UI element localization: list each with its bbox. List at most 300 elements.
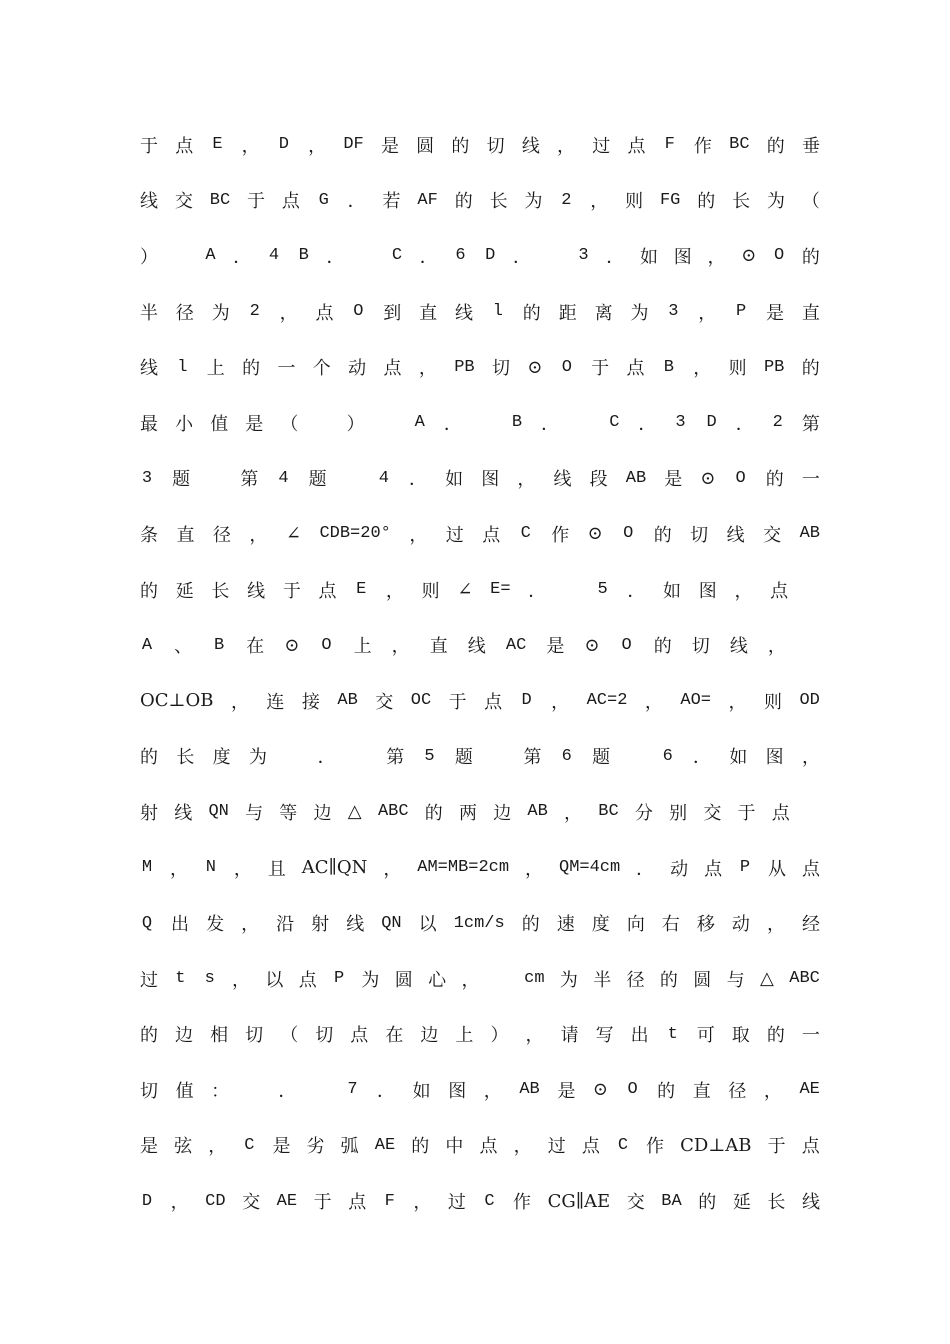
text-token: 直: [692, 1080, 711, 1102]
text-line: [140, 840, 820, 896]
text-token: D: [521, 691, 532, 711]
text-token: P: [333, 969, 345, 989]
text-token: ，: [801, 747, 820, 769]
text-token: ．: [347, 191, 366, 213]
text-token: 为: [559, 969, 578, 991]
text-token: 的: [522, 302, 541, 324]
text-token: 点: [484, 691, 503, 713]
text-token: ，: [413, 1192, 432, 1214]
text-token: 切: [690, 524, 709, 546]
text-token: AE: [374, 1135, 396, 1155]
text-token: 长: [767, 1192, 786, 1214]
text-token: cm: [524, 969, 545, 989]
text-token: 出: [171, 914, 190, 936]
text-token: 3: [675, 413, 686, 433]
text-token: 一: [801, 1025, 820, 1047]
text-token: 于: [282, 580, 301, 602]
text-token: CD⊥AB: [680, 1134, 752, 1156]
text-line: [140, 729, 820, 785]
text-token: 右: [661, 914, 680, 936]
text-token: QN: [381, 913, 402, 933]
text-token: 题: [172, 469, 191, 491]
text-token: 长: [732, 191, 751, 213]
text-token: ，: [249, 524, 268, 546]
text-token: ，: [383, 858, 402, 880]
document-text: [140, 117, 820, 1229]
text-token: t: [175, 969, 186, 989]
text-token: AB: [527, 802, 548, 822]
text-token: 以: [265, 969, 284, 991]
text-token: ，: [208, 1136, 227, 1158]
text-token: 线: [247, 580, 266, 602]
text-token: 切: [492, 358, 510, 380]
text-token: C: [609, 413, 620, 433]
text-token: 动: [731, 914, 750, 936]
text-token: 图: [765, 747, 784, 769]
text-token: AC=2: [586, 691, 628, 711]
text-token: 等: [279, 802, 298, 824]
text-token: 的: [801, 246, 820, 268]
text-token: 弧: [340, 1136, 359, 1158]
text-token: 过: [445, 524, 464, 546]
text-token: （: [280, 1025, 299, 1047]
text-token: ．: [317, 747, 336, 769]
text-token: 为: [248, 747, 267, 769]
text-token: 线: [346, 914, 365, 936]
text-token: （: [801, 191, 820, 213]
text-token: E: [212, 135, 223, 155]
text-token: ⊙: [700, 467, 716, 489]
text-token: 最: [140, 413, 158, 435]
text-token: ）: [346, 413, 365, 435]
text-token: G: [318, 190, 329, 210]
text-token: ．: [693, 747, 711, 769]
text-token: 作: [551, 524, 570, 546]
text-token: 在: [385, 1025, 404, 1047]
text-token: 点: [801, 1136, 820, 1158]
text-token: ．: [377, 1080, 396, 1102]
text-token: ．: [627, 580, 646, 602]
text-token: ⊙: [584, 634, 600, 656]
text-line: [140, 1118, 820, 1174]
text-token: ．: [443, 413, 462, 435]
text-token: 线: [140, 358, 158, 380]
text-token: C: [520, 524, 531, 544]
text-token: 的: [698, 1192, 717, 1214]
text-token: 4: [378, 468, 389, 488]
text-token: 2: [772, 413, 783, 433]
text-token: 直: [801, 302, 820, 324]
text-token: ．: [636, 858, 655, 880]
text-token: 图: [698, 580, 717, 602]
text-token: 个: [312, 358, 331, 380]
text-token: 于: [140, 135, 158, 157]
text-token: 边: [313, 802, 332, 824]
text-token: ，: [241, 135, 260, 157]
text-token: 过: [140, 969, 158, 991]
text-token: OD: [799, 691, 820, 711]
text-token: 点: [479, 1136, 498, 1158]
text-token: 沿: [276, 914, 295, 936]
text-token: ，: [728, 691, 747, 713]
text-token: 点: [770, 580, 789, 602]
text-token: ，: [418, 358, 437, 380]
text-token: 向: [626, 914, 645, 936]
text-token: ，: [169, 858, 188, 880]
text-token: 作: [513, 1192, 531, 1214]
text-token: ，: [308, 135, 327, 157]
text-token: 线: [174, 802, 193, 824]
text-token: 是: [664, 469, 683, 491]
text-token: 交: [703, 802, 722, 824]
text-token: 的: [697, 191, 716, 213]
text-token: 别: [669, 802, 688, 824]
text-token: B: [214, 635, 225, 655]
text-token: 且: [267, 858, 286, 880]
text-token: 第: [386, 747, 405, 769]
text-token: ，: [170, 1192, 189, 1214]
text-token: ⊙: [527, 356, 543, 378]
text-line: [140, 339, 820, 395]
text-token: 于: [737, 802, 756, 824]
text-token: BC: [598, 802, 619, 822]
text-token: 题: [592, 747, 611, 769]
text-token: B: [663, 357, 674, 377]
text-token: 过: [592, 135, 611, 157]
text-token: 圆: [394, 969, 413, 991]
text-token: 第: [240, 469, 259, 491]
text-token: 与: [245, 802, 264, 824]
text-token: 长: [176, 747, 195, 769]
text-token: 度: [591, 914, 610, 936]
text-token: ，: [698, 302, 717, 324]
text-token: 6: [455, 246, 466, 266]
text-token: 点: [281, 191, 300, 213]
text-token: 则: [763, 691, 782, 713]
text-line: [140, 173, 820, 229]
text-token: 距: [558, 302, 577, 324]
text-token: 点: [350, 1025, 369, 1047]
text-token: ∠: [285, 523, 301, 545]
text-token: 第: [523, 747, 542, 769]
text-token: ．: [409, 469, 427, 491]
text-line: [140, 895, 820, 951]
text-token: 上: [455, 1025, 474, 1047]
text-token: ．: [528, 580, 547, 602]
text-token: 经: [801, 914, 820, 936]
text-token: 为: [211, 302, 230, 324]
text-token: 于: [591, 358, 610, 380]
text-token: 弦: [174, 1136, 193, 1158]
text-token: 垂: [801, 135, 820, 157]
text-token: 两: [458, 802, 477, 824]
text-token: ，: [763, 1080, 782, 1102]
text-token: D: [278, 135, 289, 155]
text-token: 切: [140, 1080, 158, 1102]
text-token: P: [736, 302, 747, 322]
text-token: 线: [553, 469, 572, 491]
text-token: ）: [490, 1025, 509, 1047]
text-token: 径: [212, 524, 231, 546]
text-token: ．: [541, 413, 560, 435]
text-token: AM=MB=2cm: [417, 858, 510, 878]
text-line: [140, 1062, 820, 1118]
text-token: 如: [729, 747, 748, 769]
text-token: 值: [175, 1080, 194, 1102]
text-token: BC: [209, 190, 231, 210]
text-token: 边: [420, 1025, 439, 1047]
text-token: ，: [233, 858, 252, 880]
text-token: 若: [382, 191, 401, 213]
text-token: 的: [140, 580, 158, 602]
text-token: CDB=20°: [319, 524, 391, 544]
text-token: C: [244, 1135, 255, 1155]
text-token: 动: [348, 358, 367, 380]
text-token: 7: [347, 1080, 358, 1100]
text-token: ，: [564, 802, 583, 824]
text-token: Q: [141, 913, 153, 933]
text-token: 的: [140, 1025, 158, 1047]
text-token: 第: [801, 413, 820, 435]
text-token: 的: [451, 135, 470, 157]
text-token: CG∥AE: [547, 1190, 611, 1212]
text-token: ，: [590, 191, 609, 213]
text-token: M: [141, 858, 153, 878]
text-token: 圆: [693, 969, 712, 991]
text-line: [140, 506, 820, 562]
text-token: O: [621, 635, 632, 655]
text-token: PB: [454, 357, 475, 377]
text-token: 速: [556, 914, 575, 936]
text-token: D: [141, 1191, 153, 1211]
text-token: 线: [455, 302, 474, 324]
text-token: BC: [729, 135, 750, 155]
text-token: AO=: [680, 691, 711, 711]
text-token: 的: [242, 358, 261, 380]
text-line: [140, 673, 820, 729]
text-token: t: [667, 1024, 678, 1044]
text-token: 交: [174, 191, 193, 213]
text-token: AE: [799, 1080, 820, 1100]
text-token: s: [204, 969, 215, 989]
text-token: 线: [801, 1192, 820, 1214]
text-token: ，: [241, 914, 260, 936]
text-token: 是: [272, 1136, 291, 1158]
text-token: 则: [625, 191, 644, 213]
text-token: ．: [419, 246, 438, 268]
text-token: ，: [525, 1025, 544, 1047]
text-token: AC: [505, 635, 527, 655]
text-token: 动: [670, 858, 689, 880]
text-token: D: [706, 413, 717, 433]
text-token: O: [561, 357, 572, 377]
text-token: 点: [318, 580, 337, 602]
text-token: 为: [766, 191, 785, 213]
text-token: 点: [383, 358, 402, 380]
text-token: 的: [454, 191, 473, 213]
text-token: 可: [696, 1025, 715, 1047]
text-token: 点: [627, 135, 646, 157]
text-token: ．: [326, 246, 345, 268]
text-token: PB: [763, 357, 785, 377]
text-token: 为: [630, 302, 649, 324]
text-token: E=: [490, 580, 511, 600]
text-token: C: [617, 1135, 629, 1155]
text-token: 在: [246, 636, 265, 658]
text-token: 径: [626, 969, 645, 991]
text-token: 上: [206, 358, 225, 380]
text-line: [140, 784, 820, 840]
text-token: 3: [141, 468, 153, 488]
text-token: ，: [279, 302, 298, 324]
text-token: 写: [595, 1025, 614, 1047]
text-line: [140, 228, 820, 284]
text-token: 的: [653, 636, 672, 658]
text-token: 径: [175, 302, 194, 324]
text-token: 延: [175, 580, 194, 602]
text-token: △: [760, 968, 774, 990]
text-token: ，: [707, 246, 726, 268]
text-token: 点: [801, 858, 820, 880]
text-token: 直: [419, 302, 438, 324]
text-token: l: [177, 357, 188, 377]
text-token: C: [391, 246, 403, 266]
text-token: 移: [696, 914, 715, 936]
text-token: 作: [693, 135, 712, 157]
text-token: 3: [668, 302, 679, 322]
text-token: 分: [634, 802, 653, 824]
text-token: 6: [662, 746, 673, 766]
text-token: ，: [766, 914, 785, 936]
text-token: 点: [482, 524, 501, 546]
text-token: N: [205, 858, 216, 878]
text-token: ，: [767, 636, 786, 658]
text-token: 1cm/s: [453, 913, 505, 933]
text-token: 以: [418, 914, 437, 936]
text-token: 如: [663, 580, 682, 602]
text-token: 3: [578, 246, 589, 266]
text-line: [140, 395, 820, 451]
text-token: ，: [644, 691, 663, 713]
text-token: 4: [278, 468, 289, 488]
text-token: E: [356, 580, 367, 600]
text-token: 则: [421, 580, 440, 602]
text-token: ．: [606, 246, 625, 268]
text-token: C: [484, 1191, 495, 1211]
text-line: [140, 117, 820, 173]
text-token: 2: [561, 190, 572, 210]
text-token: 是: [380, 135, 399, 157]
text-token: 的: [659, 969, 678, 991]
text-token: ，: [232, 969, 251, 991]
text-token: 切: [691, 636, 710, 658]
text-token: 点: [704, 858, 723, 880]
text-token: ，: [513, 1136, 532, 1158]
text-token: 交: [375, 691, 394, 713]
text-token: 接: [301, 691, 320, 713]
text-token: 则: [728, 358, 747, 380]
text-token: ，: [391, 636, 410, 658]
text-token: 于: [767, 1136, 786, 1158]
text-token: 长: [489, 191, 508, 213]
text-token: 4: [268, 246, 280, 266]
text-token: AF: [417, 190, 438, 210]
text-token: ，: [693, 358, 712, 380]
text-token: 心: [428, 969, 447, 991]
text-line: [140, 451, 820, 507]
text-token: 于: [448, 691, 467, 713]
text-token: 交: [763, 524, 782, 546]
text-token: ，: [230, 691, 249, 713]
text-token: 延: [732, 1192, 751, 1214]
text-token: 是: [245, 413, 264, 435]
text-token: 线: [521, 135, 540, 157]
text-token: 如: [640, 246, 658, 268]
text-token: 交: [242, 1192, 261, 1214]
text-token: BA: [661, 1191, 682, 1211]
text-token: 上: [353, 636, 372, 658]
text-token: 射: [140, 802, 158, 824]
text-token: 与: [726, 969, 745, 991]
text-token: QM=4cm: [559, 858, 621, 878]
text-token: ，: [517, 469, 536, 491]
text-token: A: [141, 635, 153, 655]
text-token: 射: [311, 914, 330, 936]
text-token: 是: [766, 302, 785, 324]
text-token: 的: [411, 1136, 430, 1158]
text-token: 于: [313, 1192, 332, 1214]
text-token: CD: [205, 1191, 226, 1211]
text-token: 的: [140, 747, 158, 769]
text-token: ．: [638, 413, 657, 435]
text-token: l: [492, 302, 503, 322]
text-token: 图: [673, 246, 692, 268]
text-token: 相: [210, 1025, 229, 1047]
text-token: ，: [525, 858, 544, 880]
text-token: ⊙: [592, 1079, 609, 1101]
text-token: ，: [461, 969, 480, 991]
text-token: △: [347, 801, 362, 823]
text-token: 取: [731, 1025, 750, 1047]
text-token: 5: [597, 580, 608, 600]
text-token: 线: [729, 636, 748, 658]
text-token: 为: [524, 191, 543, 213]
text-token: 线: [726, 524, 745, 546]
text-token: 段: [589, 469, 608, 491]
text-token: 点: [348, 1192, 367, 1214]
text-token: 图: [481, 469, 500, 491]
text-token: B: [298, 246, 309, 266]
text-token: ．: [233, 246, 252, 268]
text-token: 切: [486, 135, 505, 157]
text-token: 线: [140, 191, 158, 213]
text-token: 半: [593, 969, 612, 991]
text-token: 离: [594, 302, 613, 324]
text-token: 交: [626, 1192, 645, 1214]
text-token: O: [773, 246, 785, 266]
text-token: B: [511, 413, 523, 433]
text-token: 圆: [416, 135, 435, 157]
text-token: ∠: [457, 579, 473, 601]
text-token: ．: [513, 246, 531, 268]
text-token: OC⊥OB: [140, 690, 214, 712]
text-token: 图: [448, 1080, 467, 1102]
text-line: [140, 562, 820, 618]
text-token: F: [384, 1191, 395, 1211]
text-token: 的: [521, 914, 540, 936]
text-line: [140, 1173, 820, 1229]
text-token: 的: [766, 1025, 785, 1047]
